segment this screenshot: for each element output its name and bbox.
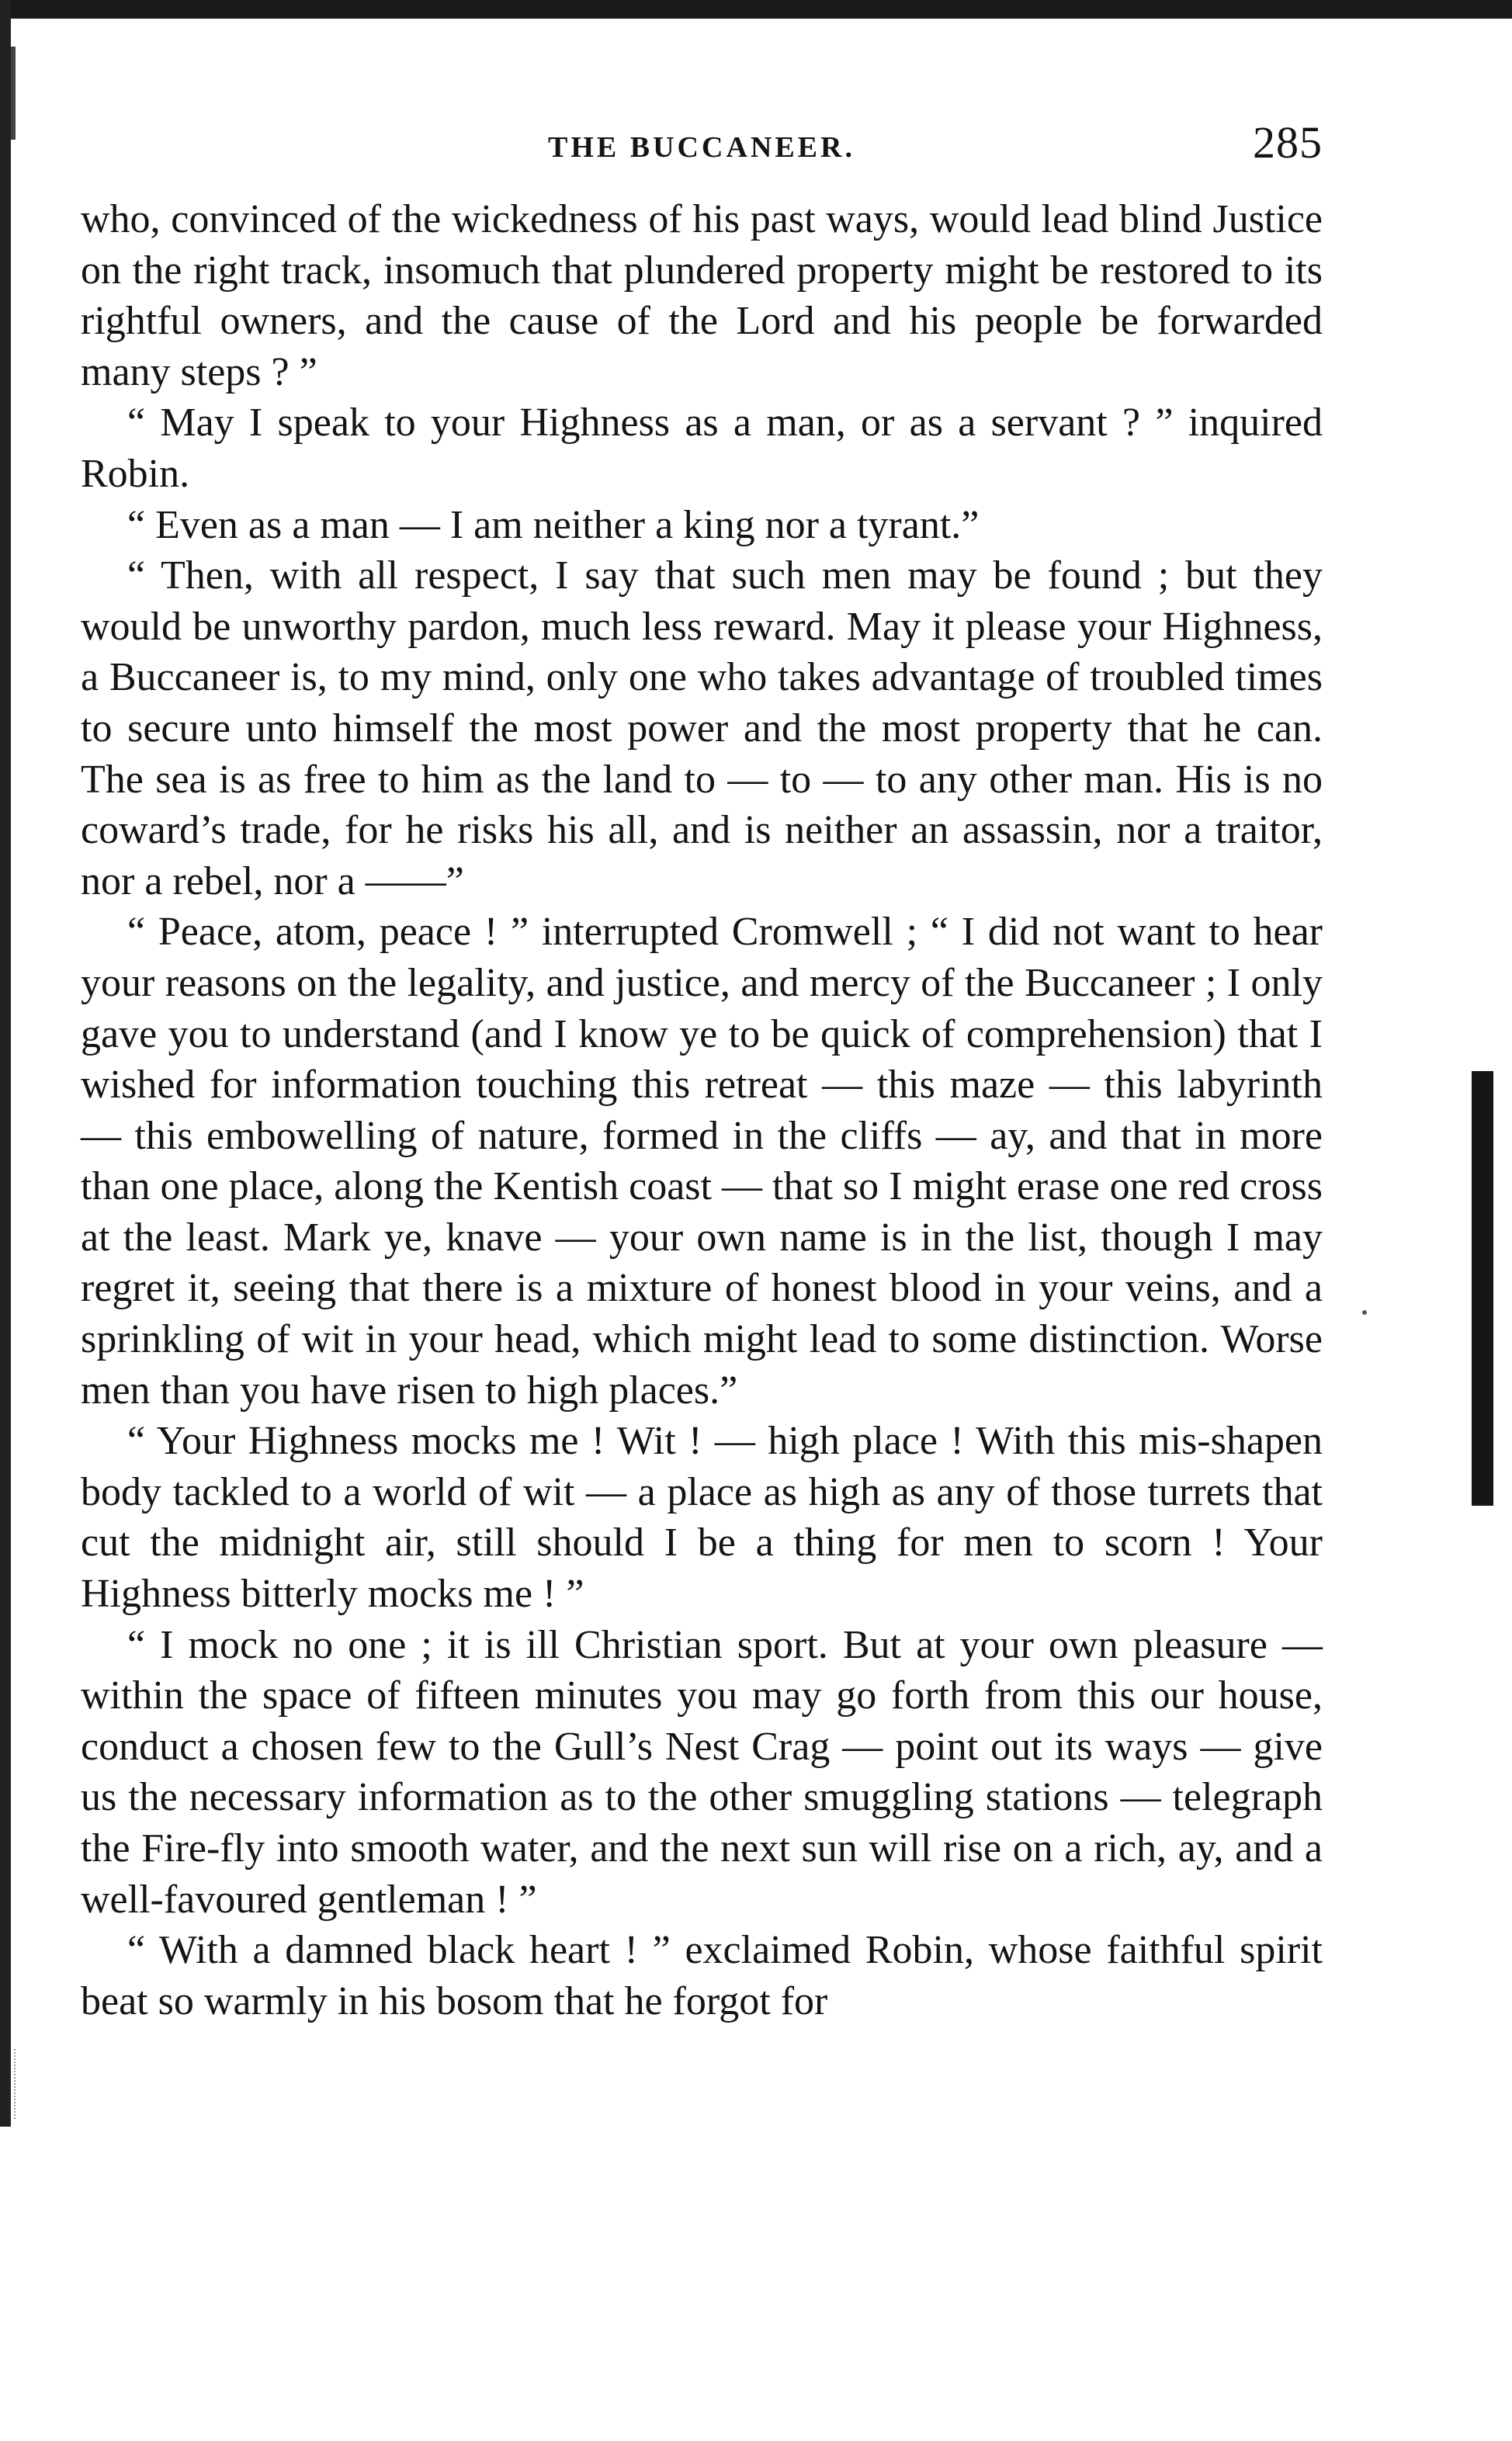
top-border-rule — [0, 0, 1512, 19]
right-edge-bar — [1472, 1071, 1493, 1506]
paragraph: “ Then, with all respect, I say that such men may be found ; but they would be unworthy pardon, much less reward. May it please your Highness, a Buccaneer is, to my mind, only one who takes advantage of troubled times to secure unto himself the most power and the most property that he can. The sea is as free to him as the land to — to — to any other man. His is no coward’s trade, for he risks his all, and is neither an assassin, nor a traitor, nor a rebel, nor a ——” — [81, 553, 1323, 903]
stray-ink-mark — [1362, 1310, 1367, 1315]
body-text — [81, 194, 1323, 2027]
left-border-rule — [0, 0, 11, 2127]
paragraph: “ With a damned black heart ! ” exclaimed Robin, whose faithful spirit beat so warmly in his bosom that he forgot for — [81, 1928, 1323, 2023]
paragraph: “ Your Highness mocks me ! Wit ! — high place ! With this mis-shapen body tackled to a world of wit — a place as high as any of those turrets that cut the midnight air, still should I be a thing for men to scorn ! Your Highness bitterly mocks me ! ” — [81, 1419, 1323, 1617]
left-border-tick — [11, 47, 16, 140]
paragraph: “ May I speak to your Highness as a man, or as a servant ? ” inquired Robin. — [81, 400, 1323, 496]
paragraph: “ Even as a man — I am neither a king nor a tyrant.” — [127, 502, 980, 547]
running-title: THE BUCCANEER. — [548, 131, 855, 164]
paragraph: “ I mock no one ; it is ill Christian sport. But at your own pleasure — within the space of fifteen minutes you may go forth from this our house, conduct a chosen few to the Gull’s Nest Crag — point out its ways — give us the necessary information as to the other smuggling stations — telegraph the Fire-fly into smooth water, and the next sun will rise on a rich, ay, and a well-favoured gentleman ! ” — [81, 1622, 1323, 1922]
paragraph: “ Peace, atom, peace ! ” interrupted Cromwell ; “ I did not want to hear your reasons on the legality, and justice, and mercy of the Buccaneer ; I only gave you to understand (and I know ye to be quick of comprehension) that I wished for information touching this retreat — this maze — this labyrinth — this embowelling of nature, formed in the cliffs — ay, and that in more than one place, along the Kentish coast — that so I might erase one red cross at the least. Mark ye, knave — your own name is in the list, though I may regret it, seeing that there is a mixture of honest blood in your veins, and a sprinkling of wit in your head, which might lead to some distinction. Worse men than you have risen to high places.” — [81, 910, 1323, 1413]
page-number: 285 — [1253, 117, 1323, 168]
paragraph-continued: who, convinced of the wickedness of his past ways, would lead blind Justice on the right track, insomuch that plundered property might be restored to its rightful owners, and the cause of the Lord and his people be forwarded many steps ? ” — [81, 197, 1323, 394]
left-margin-marks — [14, 2049, 19, 2119]
book-page — [81, 116, 1323, 2027]
running-header — [81, 116, 1323, 186]
